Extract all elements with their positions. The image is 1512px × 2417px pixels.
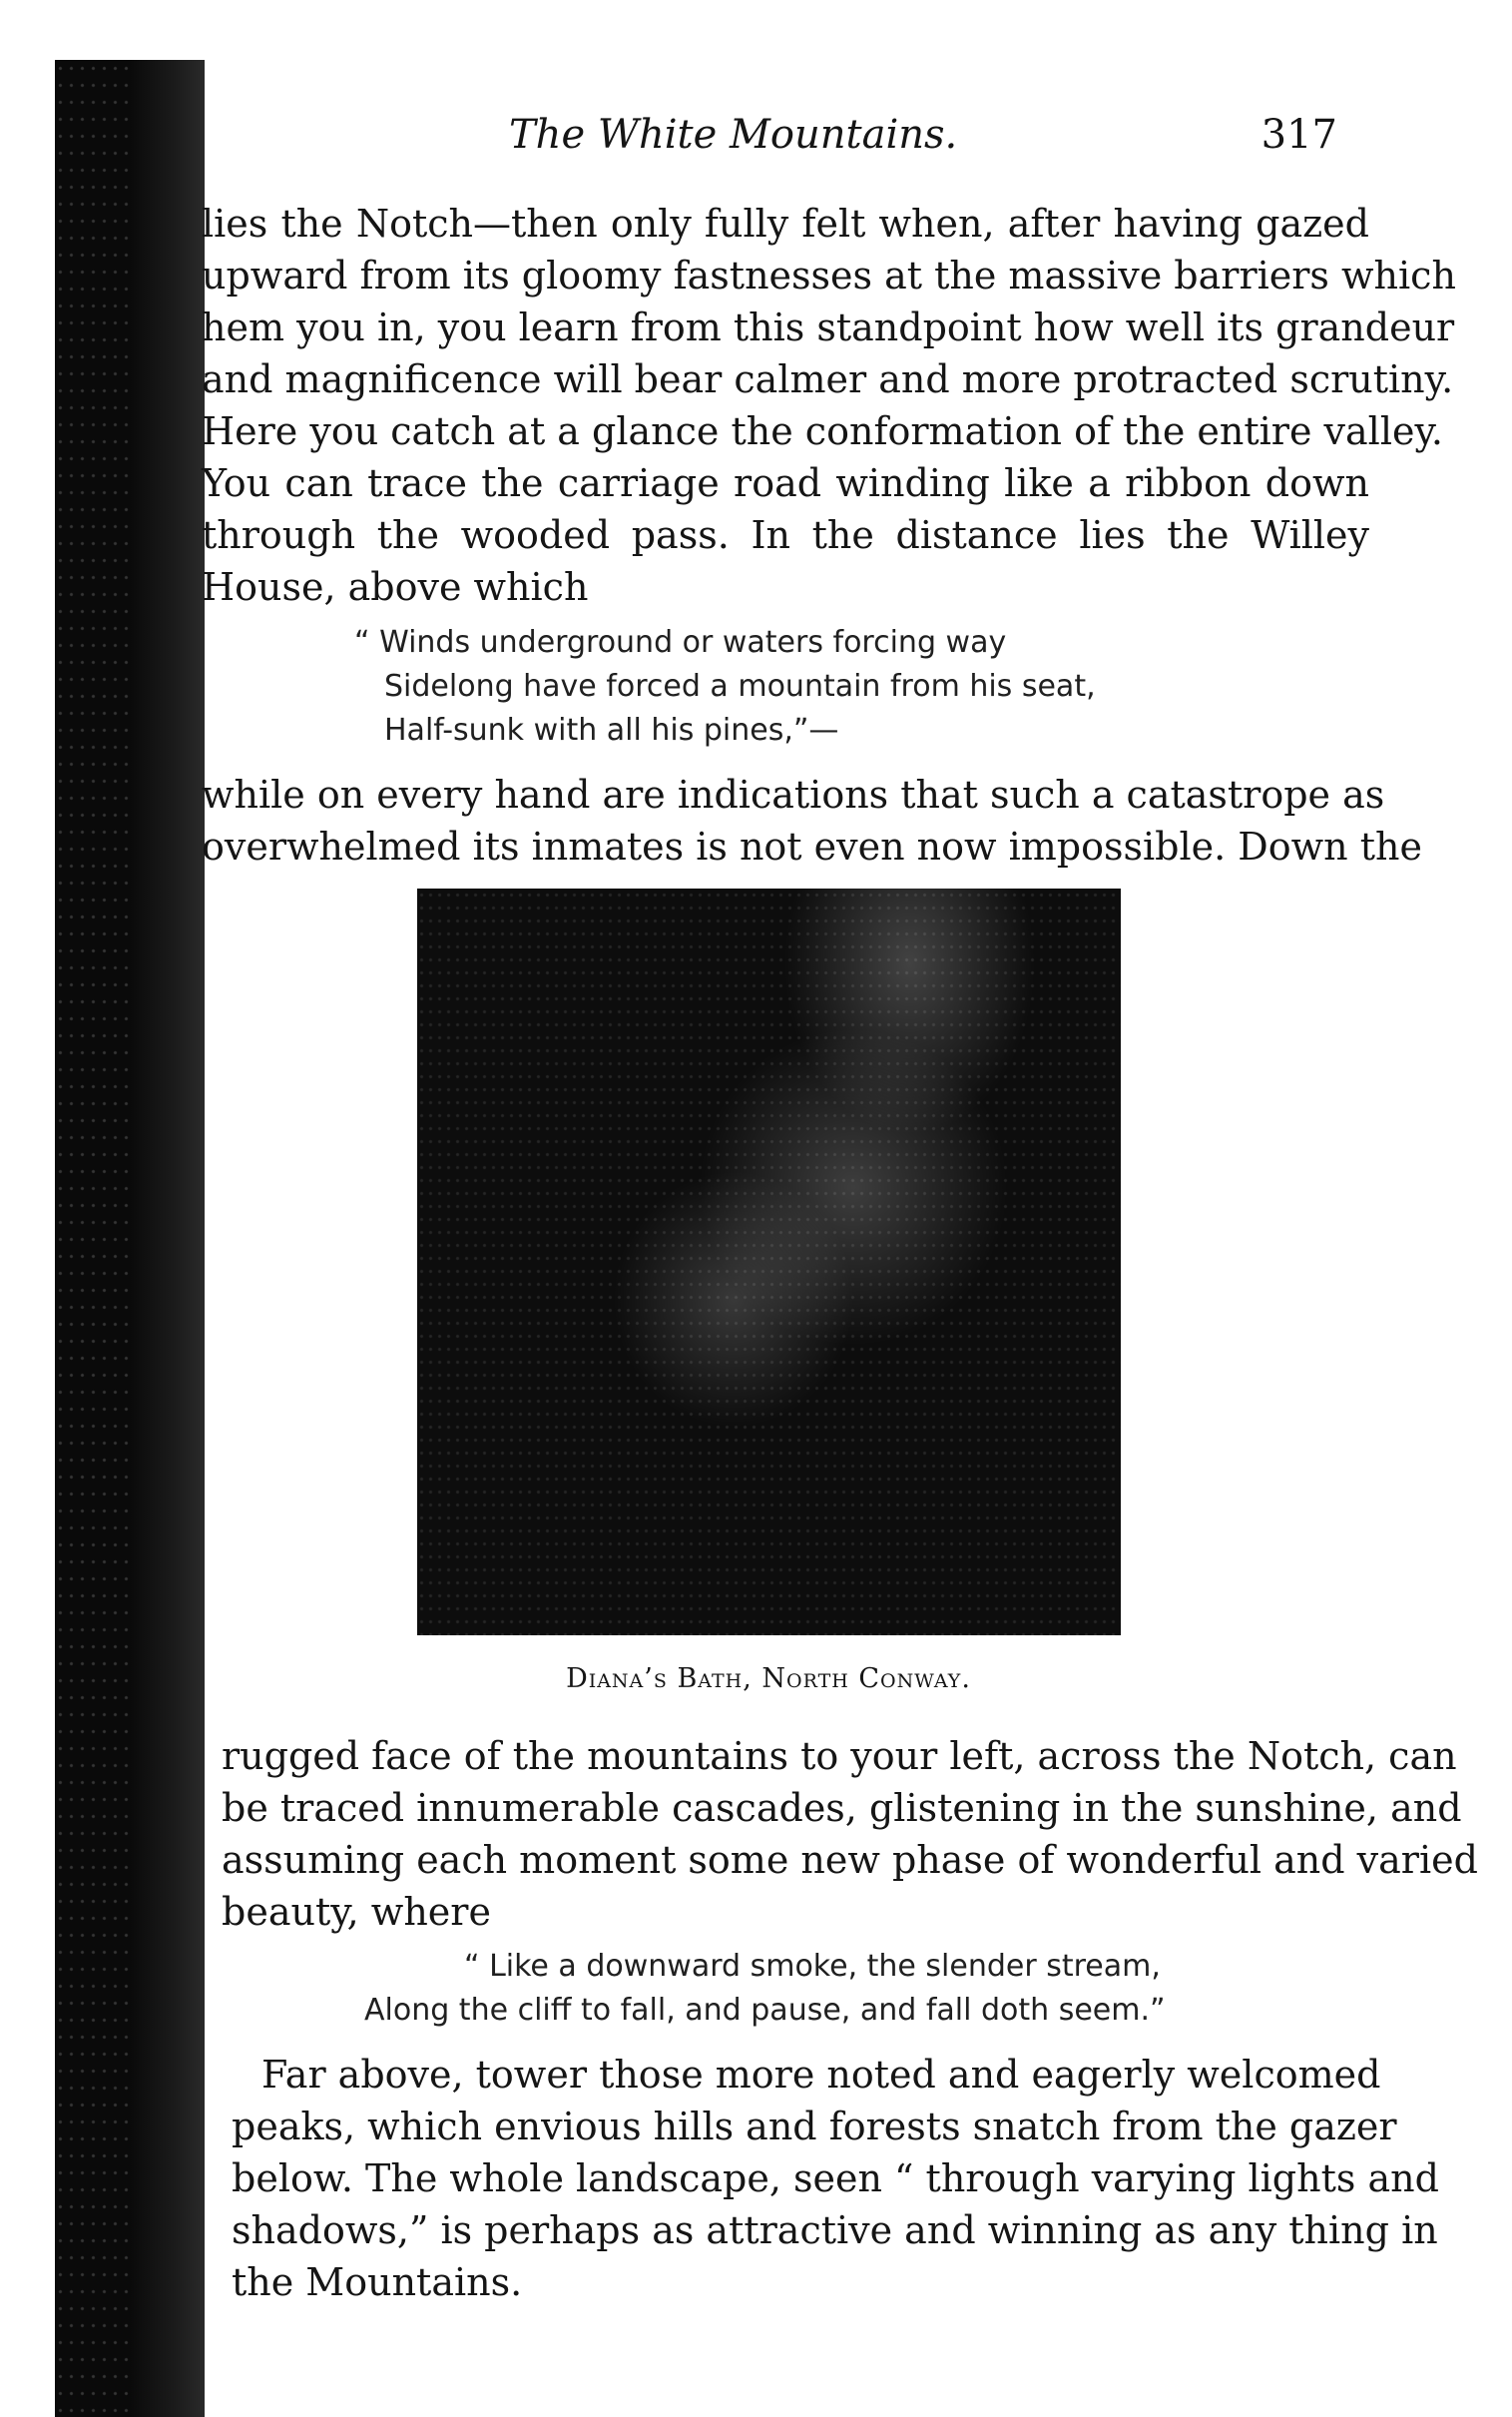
text-line: below. The whole landscape, seen “ through varying lights and: [232, 2156, 1439, 2200]
text-line: overwhelmed its inmates is not even now impossible. Down the: [202, 825, 1422, 869]
text-line: the Mountains.: [232, 2260, 523, 2304]
text-line: be traced innumerable cascades, glistening in the sunshine, and: [222, 1786, 1462, 1830]
text-line: peaks, which envious hills and forests snatch from the gazer: [232, 2105, 1397, 2148]
text-line: Far above, tower those more noted and eagerly welcomed: [261, 2053, 1381, 2097]
book-gutter: [130, 60, 205, 2417]
engraving-illustration: [417, 889, 1121, 1635]
text-line: House, above which: [202, 565, 589, 609]
page-number: 317: [1260, 112, 1337, 158]
verse-line: “ Winds underground or waters forcing way: [354, 625, 1007, 660]
paragraph-4: [232, 2049, 1439, 2308]
verse-quotation-1: [354, 621, 1096, 753]
text-line: and magnificence will bear calmer and more protracted scrutiny.: [202, 357, 1454, 401]
text-line: Here you catch at a glance the conformation of the entire valley.: [202, 409, 1443, 453]
paragraph-1: [202, 198, 1456, 613]
text-line: hem you in, you learn from this standpoint how well its grandeur: [202, 305, 1455, 349]
page-header: [200, 112, 1357, 172]
running-title: The White Mountains.: [509, 112, 958, 158]
verse-line: “ Like a downward smoke, the slender stream,: [464, 1949, 1161, 1984]
text-line: shadows,” is perhaps as attractive and winning as any thing in: [232, 2208, 1438, 2252]
verse-line: Along the cliff to fall, and pause, and fall doth seem.”: [364, 1993, 1166, 2028]
paragraph-2: [202, 769, 1422, 873]
text-line: while on every hand are indications that such a catastrope as: [202, 773, 1385, 817]
paragraph-3: [222, 1730, 1478, 1938]
figure-caption: Diana’s Bath, North Conway.: [566, 1663, 971, 1694]
text-line: upward from its gloomy fastnesses at the massive barriers which: [202, 254, 1456, 298]
verse-line: Sidelong have forced a mountain from his seat,: [384, 669, 1096, 704]
text-line: rugged face of the mountains to your left, across the Notch, can: [222, 1734, 1457, 1778]
text-line: You can trace the carriage road winding like a ribbon down: [202, 461, 1369, 505]
text-line: lies the Notch—then only fully felt when, after having gazed: [202, 202, 1369, 246]
text-line: assuming each moment some new phase of wonderful and varied: [222, 1838, 1478, 1882]
verse-line: Half-sunk with all his pines,”—: [384, 713, 839, 748]
text-line: through the wooded pass. In the distance lies the Willey: [202, 513, 1369, 557]
text-line: beauty, where: [222, 1890, 491, 1934]
verse-quotation-2: [364, 1945, 1166, 2033]
